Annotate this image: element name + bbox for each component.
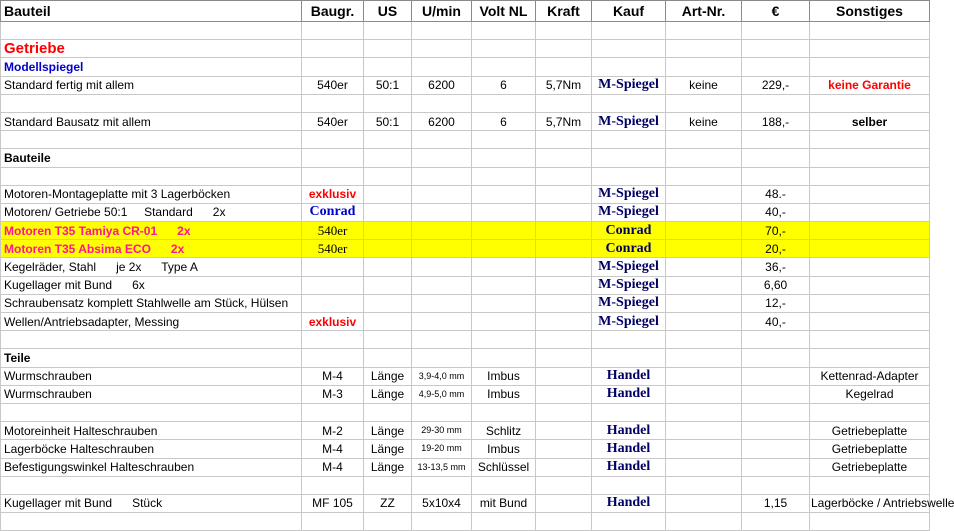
cell-baugr[interactable]: M-4 (302, 458, 364, 476)
cell-us[interactable]: ZZ (364, 494, 412, 512)
cell-kauf[interactable]: M-Spiegel (592, 112, 666, 130)
cell-umin[interactable]: 6200 (412, 76, 472, 94)
cell-sonstiges[interactable]: Getriebeplatte (810, 440, 930, 458)
cell-baugr[interactable]: 540er (302, 222, 364, 240)
cell-sonstiges[interactable]: Kegelrad (810, 385, 930, 403)
table-row (1, 258, 930, 276)
cell-baugr[interactable]: M-4 (302, 367, 364, 385)
cell-volt[interactable]: Imbus (472, 385, 536, 403)
cell-bauteil[interactable]: Schraubensatz komplett Stahlwelle am Stück, Hülsen (1, 294, 302, 312)
cell-us[interactable]: Länge (364, 422, 412, 440)
header-artnr[interactable]: Art-Nr. (666, 1, 742, 22)
table-row (1, 458, 930, 476)
cell-kauf[interactable]: M-Spiegel (592, 203, 666, 221)
cell-kauf[interactable]: M-Spiegel (592, 185, 666, 203)
cell-preis[interactable]: 20,- (742, 240, 810, 258)
section-teile[interactable]: Teile (1, 349, 302, 367)
table-row (1, 476, 930, 494)
cell-volt[interactable]: Schlüssel (472, 458, 536, 476)
cell-kauf[interactable]: Handel (592, 422, 666, 440)
table-row (1, 349, 930, 367)
cell-bauteil[interactable]: Wurmschrauben (1, 367, 302, 385)
cell-sonstiges[interactable]: selber (810, 112, 930, 130)
cell-kraft[interactable]: 5,7Nm (536, 76, 592, 94)
cell-umin[interactable]: 4,9-5,0 mm (412, 385, 472, 403)
cell-sonstiges[interactable]: Lagerböcke / Antriebswelle (810, 494, 930, 512)
cell-bauteil[interactable]: Kegelräder, Stahl je 2x Type A (1, 258, 302, 276)
cell-artnr[interactable]: keine (666, 112, 742, 130)
cell-preis[interactable]: 40,- (742, 313, 810, 331)
header-bauteil[interactable]: Bauteil (1, 1, 302, 22)
table-row (1, 112, 930, 130)
cell-bauteil[interactable]: Lagerböcke Halteschrauben (1, 440, 302, 458)
cell-kauf[interactable]: Handel (592, 385, 666, 403)
table-row (1, 276, 930, 294)
cell-kauf[interactable]: M-Spiegel (592, 313, 666, 331)
cell-preis[interactable]: 40,- (742, 203, 810, 221)
cell-us[interactable]: 50:1 (364, 112, 412, 130)
cell-umin[interactable]: 6200 (412, 112, 472, 130)
table-row (1, 185, 930, 203)
cell-kauf[interactable]: Handel (592, 367, 666, 385)
header-preis[interactable]: € (742, 1, 810, 22)
table-row (1, 331, 930, 349)
cell-volt[interactable]: 6 (472, 76, 536, 94)
section-bauteile[interactable]: Bauteile (1, 149, 302, 167)
cell-baugr[interactable]: M-4 (302, 440, 364, 458)
table-row (1, 313, 930, 331)
cell-baugr[interactable]: MF 105 (302, 494, 364, 512)
table-row (1, 22, 930, 40)
header-kraft[interactable]: Kraft (536, 1, 592, 22)
cell-bauteil[interactable]: Motoren-Montageplatte mit 3 Lagerböcken (1, 185, 302, 203)
cell-bauteil[interactable]: Wurmschrauben (1, 385, 302, 403)
cell-bauteil[interactable]: Wellen/Antriebsadapter, Messing (1, 313, 302, 331)
header-volt[interactable]: Volt NL (472, 1, 536, 22)
cell-bauteil[interactable]: Motoren T35 Tamiya CR-01 2x (1, 222, 302, 240)
cell-volt[interactable]: Imbus (472, 440, 536, 458)
table-row (1, 149, 930, 167)
section-getriebe[interactable]: Getriebe (1, 40, 302, 58)
cell-baugr[interactable]: exklusiv (302, 313, 364, 331)
table-row (1, 494, 930, 512)
cell-kauf[interactable]: M-Spiegel (592, 294, 666, 312)
cell-kauf[interactable]: M-Spiegel (592, 258, 666, 276)
cell-kauf[interactable]: Conrad (592, 222, 666, 240)
cell-artnr[interactable]: keine (666, 76, 742, 94)
cell-sonstiges[interactable]: keine Garantie (810, 76, 930, 94)
cell-preis[interactable]: 188,- (742, 112, 810, 130)
cell-umin[interactable]: 29-30 mm (412, 422, 472, 440)
table-row (1, 294, 930, 312)
cell-preis[interactable]: 229,- (742, 76, 810, 94)
cell-baugr[interactable]: Conrad (302, 203, 364, 221)
cell-preis[interactable]: 70,- (742, 222, 810, 240)
cell-kauf[interactable]: Handel (592, 458, 666, 476)
cell-bauteil[interactable]: Motoren/ Getriebe 50:1 Standard 2x (1, 203, 302, 221)
cell-umin[interactable]: 19-20 mm (412, 440, 472, 458)
cell-sonstiges[interactable]: Kettenrad-Adapter (810, 367, 930, 385)
cell-sonstiges[interactable]: Getriebeplatte (810, 422, 930, 440)
cell-kauf[interactable]: Conrad (592, 240, 666, 258)
cell-bauteil[interactable]: Standard fertig mit allem (1, 76, 302, 94)
header-kauf[interactable]: Kauf (592, 1, 666, 22)
cell-umin[interactable]: 5x10x4 (412, 494, 472, 512)
cell-us[interactable]: Länge (364, 367, 412, 385)
cell-baugr[interactable]: M-3 (302, 385, 364, 403)
cell-kraft[interactable]: 5,7Nm (536, 112, 592, 130)
cell-volt[interactable]: Schlitz (472, 422, 536, 440)
cell-sonstiges[interactable]: Getriebeplatte (810, 458, 930, 476)
table-row (1, 40, 930, 58)
cell-preis[interactable]: 1,15 (742, 494, 810, 512)
cell-baugr[interactable]: 540er (302, 76, 364, 94)
table-row (1, 167, 930, 185)
cell-bauteil[interactable]: Motoreinheit Halteschrauben (1, 422, 302, 440)
table-row (1, 513, 930, 531)
table-row (1, 203, 930, 221)
table-row-highlighted (1, 240, 930, 258)
cell-preis[interactable]: 36,- (742, 258, 810, 276)
table-row (1, 131, 930, 149)
header-us[interactable]: US (364, 1, 412, 22)
cell-preis[interactable]: 12,- (742, 294, 810, 312)
cell-bauteil[interactable]: Kugellager mit Bund 6x (1, 276, 302, 294)
cell-baugr[interactable]: exklusiv (302, 185, 364, 203)
cell-kauf[interactable]: Handel (592, 494, 666, 512)
cell-baugr[interactable]: M-2 (302, 422, 364, 440)
header-baugr[interactable]: Baugr. (302, 1, 364, 22)
cell-volt[interactable]: Imbus (472, 367, 536, 385)
cell-us[interactable]: Länge (364, 458, 412, 476)
header-row (1, 1, 930, 22)
cell-volt[interactable]: 6 (472, 112, 536, 130)
section-modellspiegel[interactable]: Modellspiegel (1, 58, 302, 76)
table-row (1, 76, 930, 94)
cell-umin[interactable]: 3,9-4,0 mm (412, 367, 472, 385)
cell-kauf[interactable]: Handel (592, 440, 666, 458)
cell-us[interactable]: Länge (364, 385, 412, 403)
cell-bauteil[interactable]: Motoren T35 Absima ECO 2x (1, 240, 302, 258)
table-row (1, 422, 930, 440)
cell-preis[interactable]: 48.- (742, 185, 810, 203)
cell-bauteil[interactable]: Kugellager mit Bund Stück (1, 494, 302, 512)
cell-baugr[interactable]: 540er (302, 112, 364, 130)
cell-preis[interactable]: 6,60 (742, 276, 810, 294)
table-row (1, 403, 930, 421)
table-row (1, 58, 930, 76)
cell-bauteil[interactable]: Standard Bausatz mit allem (1, 112, 302, 130)
cell-kauf[interactable]: M-Spiegel (592, 76, 666, 94)
table-row (1, 367, 930, 385)
cell-us[interactable]: Länge (364, 440, 412, 458)
cell-volt[interactable]: mit Bund (472, 494, 536, 512)
table-row-highlighted (1, 222, 930, 240)
header-umin[interactable]: U/min (412, 1, 472, 22)
header-sonstiges[interactable]: Sonstiges (810, 1, 930, 22)
cell-baugr[interactable]: 540er (302, 240, 364, 258)
table-row (1, 385, 930, 403)
table-row (1, 440, 930, 458)
cell-us[interactable]: 50:1 (364, 76, 412, 94)
cell-kauf[interactable]: M-Spiegel (592, 276, 666, 294)
cell-bauteil[interactable]: Befestigungswinkel Halteschrauben (1, 458, 302, 476)
cell-umin[interactable]: 13-13,5 mm (412, 458, 472, 476)
table-row (1, 94, 930, 112)
